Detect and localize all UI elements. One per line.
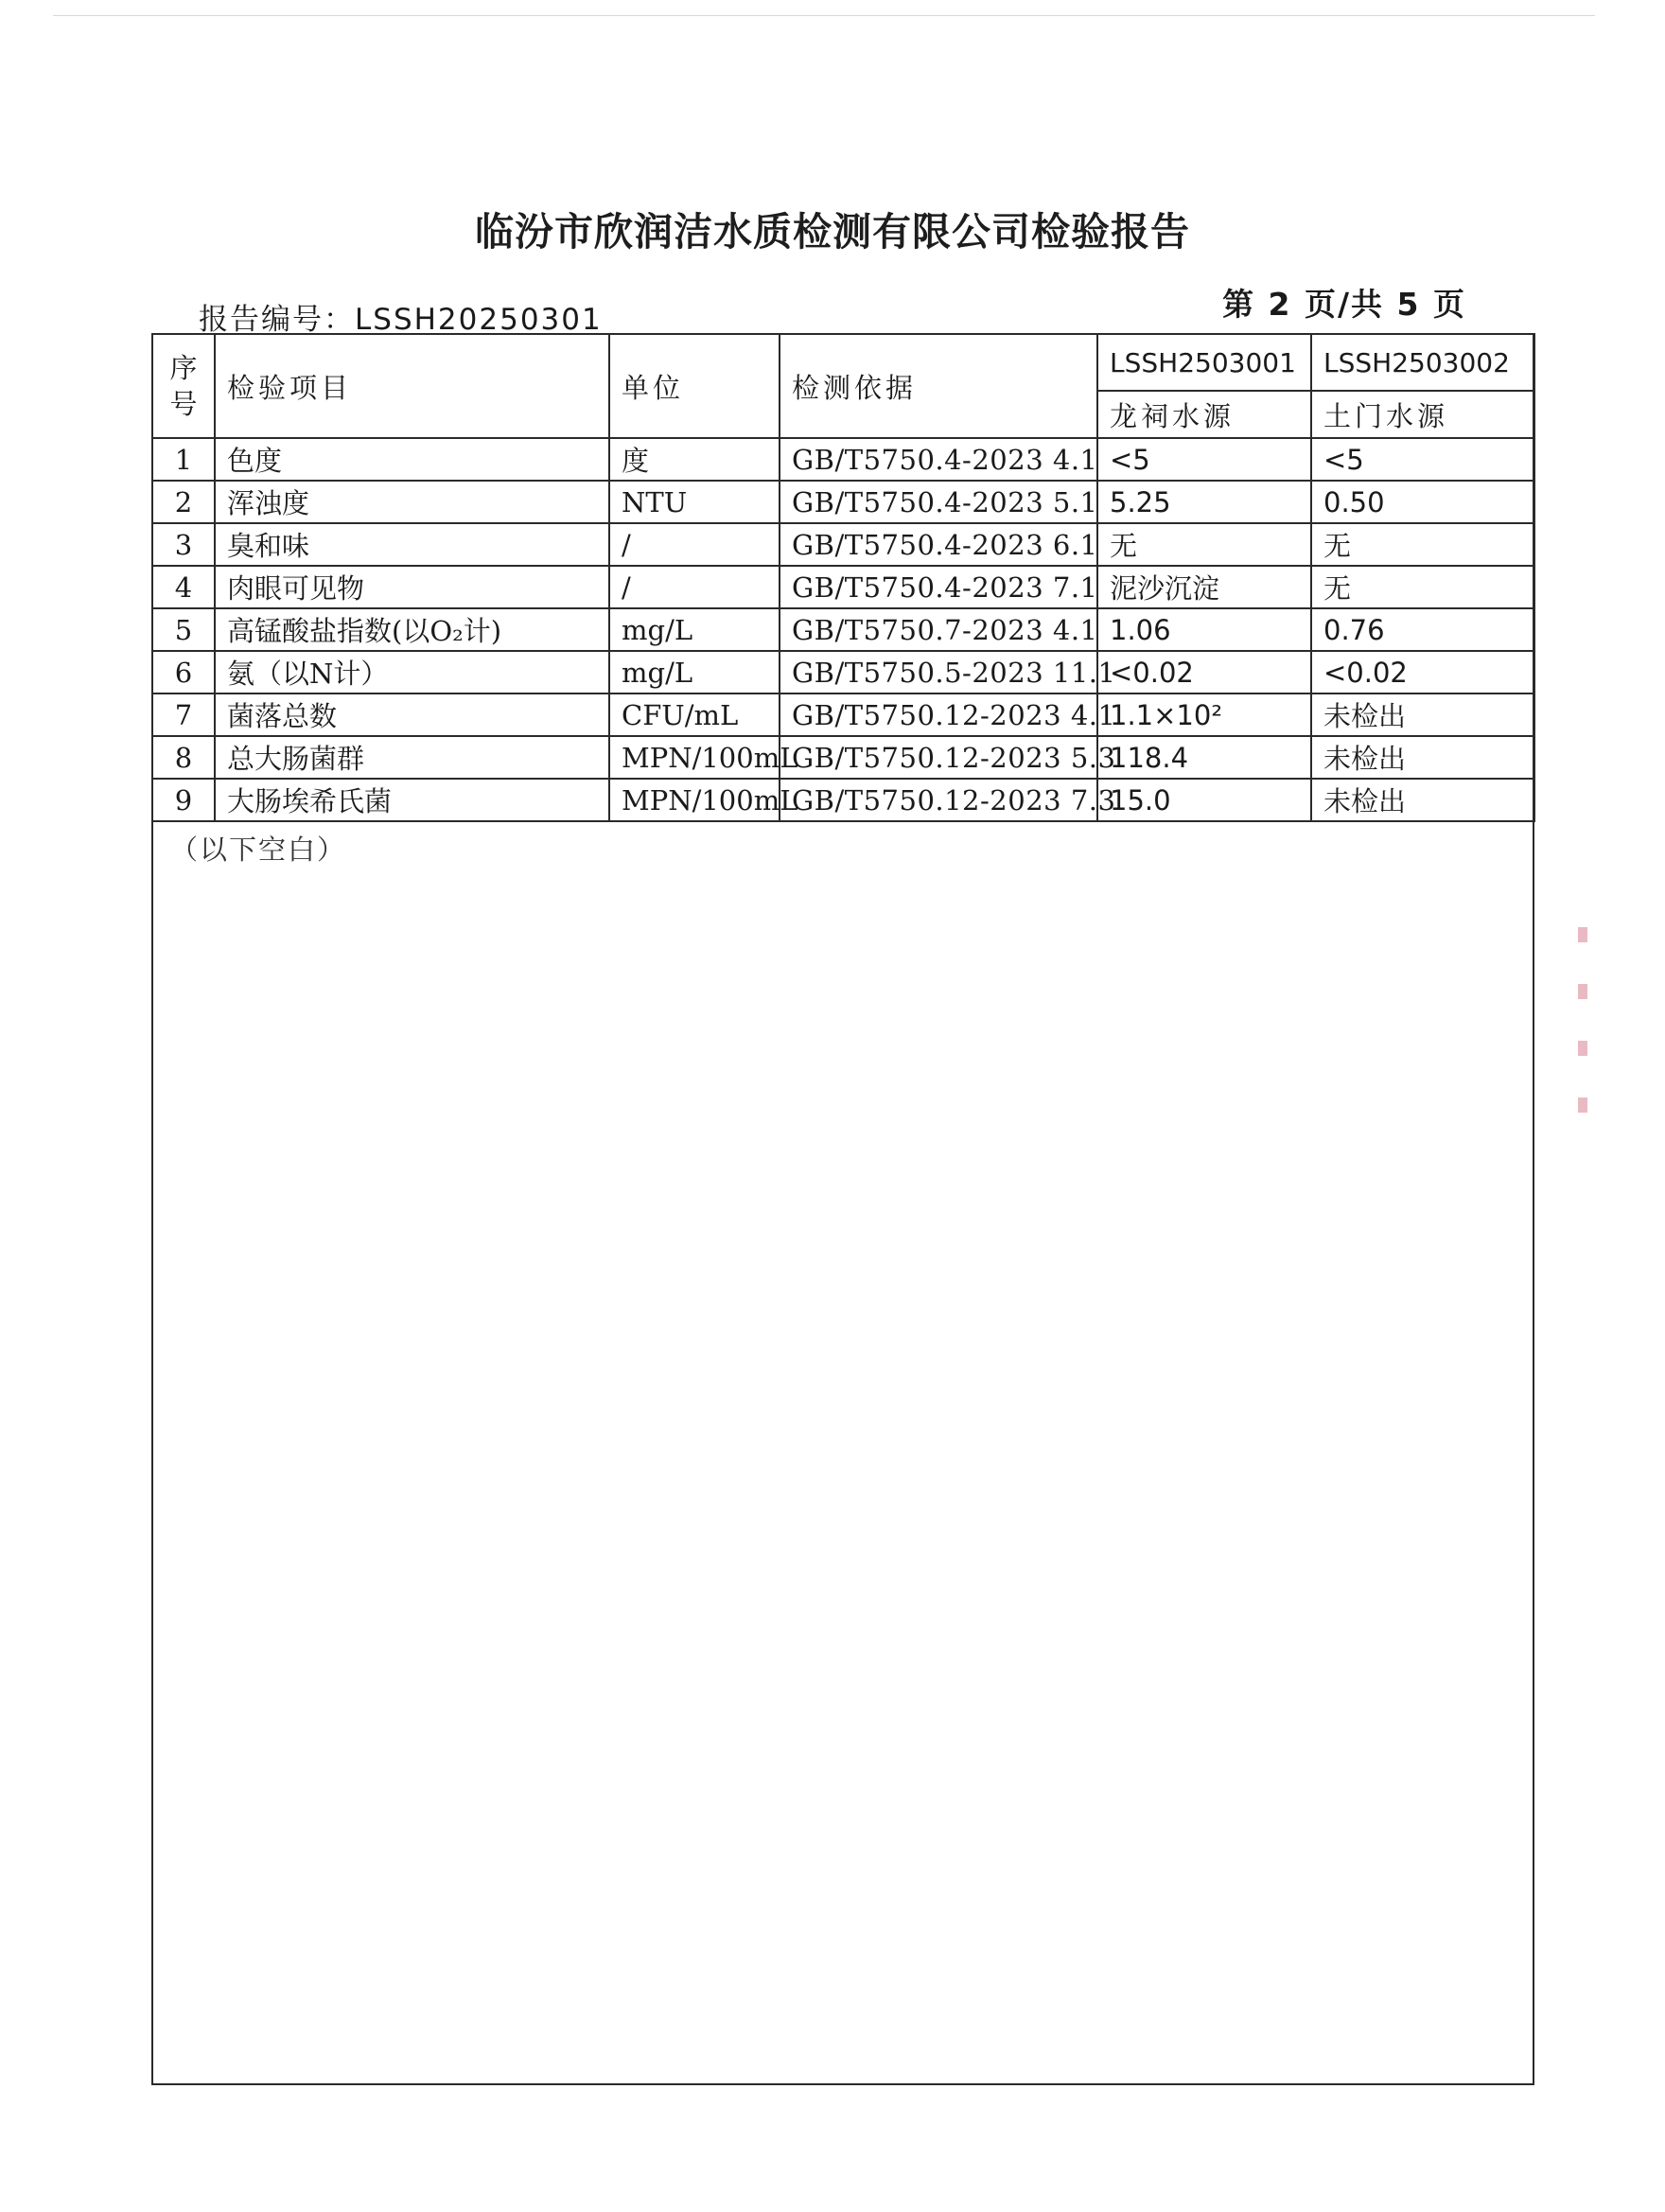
row-unit: / [609, 523, 780, 566]
row-sample1-result: 118.4 [1097, 736, 1311, 779]
header-sample1-name: 龙祠水源 [1097, 391, 1311, 438]
table-row [152, 608, 1534, 651]
row-sample1-result: 无 [1097, 523, 1311, 566]
row-item: 氨（以N计） [215, 651, 609, 693]
results-table [151, 333, 1535, 822]
row-basis: GB/T5750.4-2023 5.1 [780, 481, 1097, 523]
report-title: 临汾市欣润洁水质检测有限公司检验报告 [475, 209, 1190, 255]
row-sample2-result: 无 [1311, 566, 1534, 608]
row-sample2-result: 未检出 [1311, 779, 1534, 821]
row-number: 2 [152, 481, 215, 523]
header-row-1 [152, 334, 1534, 391]
table-row [152, 566, 1534, 608]
row-number: 4 [152, 566, 215, 608]
row-item: 高锰酸盐指数(以O₂计) [215, 608, 609, 651]
row-unit: MPN/100mL [609, 736, 780, 779]
row-sample1-result: 15.0 [1097, 779, 1311, 821]
scan-edge-marks [1578, 927, 1591, 1211]
row-basis: GB/T5750.12-2023 5.3 [780, 736, 1097, 779]
header-item: 检验项目 [215, 334, 609, 438]
report-number-label: 报告编号： [199, 303, 355, 337]
row-sample2-result: 无 [1311, 523, 1534, 566]
row-item: 肉眼可见物 [215, 566, 609, 608]
row-number: 5 [152, 608, 215, 651]
page-indicator: 第 2 页/共 5 页 [1222, 286, 1466, 323]
header-sample2-name: 土门水源 [1311, 391, 1534, 438]
table-row [152, 736, 1534, 779]
row-number: 8 [152, 736, 215, 779]
row-unit: mg/L [609, 608, 780, 651]
row-sample1-result: <5 [1097, 438, 1311, 481]
row-sample2-result: <0.02 [1311, 651, 1534, 693]
row-sample2-result: 未检出 [1311, 736, 1534, 779]
row-number: 7 [152, 693, 215, 736]
table-row [152, 481, 1534, 523]
row-number: 3 [152, 523, 215, 566]
header-seq: 序号 [152, 334, 215, 438]
row-sample2-result: <5 [1311, 438, 1534, 481]
row-basis: GB/T5750.4-2023 4.1 [780, 438, 1097, 481]
row-basis: GB/T5750.5-2023 11.1 [780, 651, 1097, 693]
row-item: 大肠埃希氏菌 [215, 779, 609, 821]
row-sample2-result: 未检出 [1311, 693, 1534, 736]
row-number: 1 [152, 438, 215, 481]
table-row [152, 523, 1534, 566]
row-basis: GB/T5750.7-2023 4.1 [780, 608, 1097, 651]
row-sample1-result: 1.1×10² [1097, 693, 1311, 736]
table-row [152, 693, 1534, 736]
table-row [152, 438, 1534, 481]
header-sample2-id: LSSH2503002 [1311, 334, 1534, 391]
scan-top-rule [53, 15, 1595, 16]
row-sample1-result: 泥沙沉淀 [1097, 566, 1311, 608]
row-basis: GB/T5750.12-2023 7.3 [780, 779, 1097, 821]
blank-note: （以下空白） [170, 834, 347, 866]
table-row [152, 651, 1534, 693]
report-number [199, 295, 603, 338]
row-sample2-result: 0.76 [1311, 608, 1534, 651]
row-unit: MPN/100mL [609, 779, 780, 821]
row-item: 菌落总数 [215, 693, 609, 736]
report-number-value: LSSH20250301 [355, 303, 603, 337]
row-item: 浑浊度 [215, 481, 609, 523]
header-unit: 单位 [609, 334, 780, 438]
row-unit: 度 [609, 438, 780, 481]
row-basis: GB/T5750.12-2023 4.1 [780, 693, 1097, 736]
row-item: 色度 [215, 438, 609, 481]
row-unit: / [609, 566, 780, 608]
row-sample2-result: 0.50 [1311, 481, 1534, 523]
header-basis: 检测依据 [780, 334, 1097, 438]
row-item: 臭和味 [215, 523, 609, 566]
row-sample1-result: 1.06 [1097, 608, 1311, 651]
header-sample1-id: LSSH2503001 [1097, 334, 1311, 391]
row-sample1-result: 5.25 [1097, 481, 1311, 523]
row-unit: NTU [609, 481, 780, 523]
row-unit: mg/L [609, 651, 780, 693]
table-row [152, 779, 1534, 821]
row-sample1-result: <0.02 [1097, 651, 1311, 693]
row-basis: GB/T5750.4-2023 6.1 [780, 523, 1097, 566]
row-number: 9 [152, 779, 215, 821]
row-number: 6 [152, 651, 215, 693]
row-item: 总大肠菌群 [215, 736, 609, 779]
row-unit: CFU/mL [609, 693, 780, 736]
row-basis: GB/T5750.4-2023 7.1 [780, 566, 1097, 608]
